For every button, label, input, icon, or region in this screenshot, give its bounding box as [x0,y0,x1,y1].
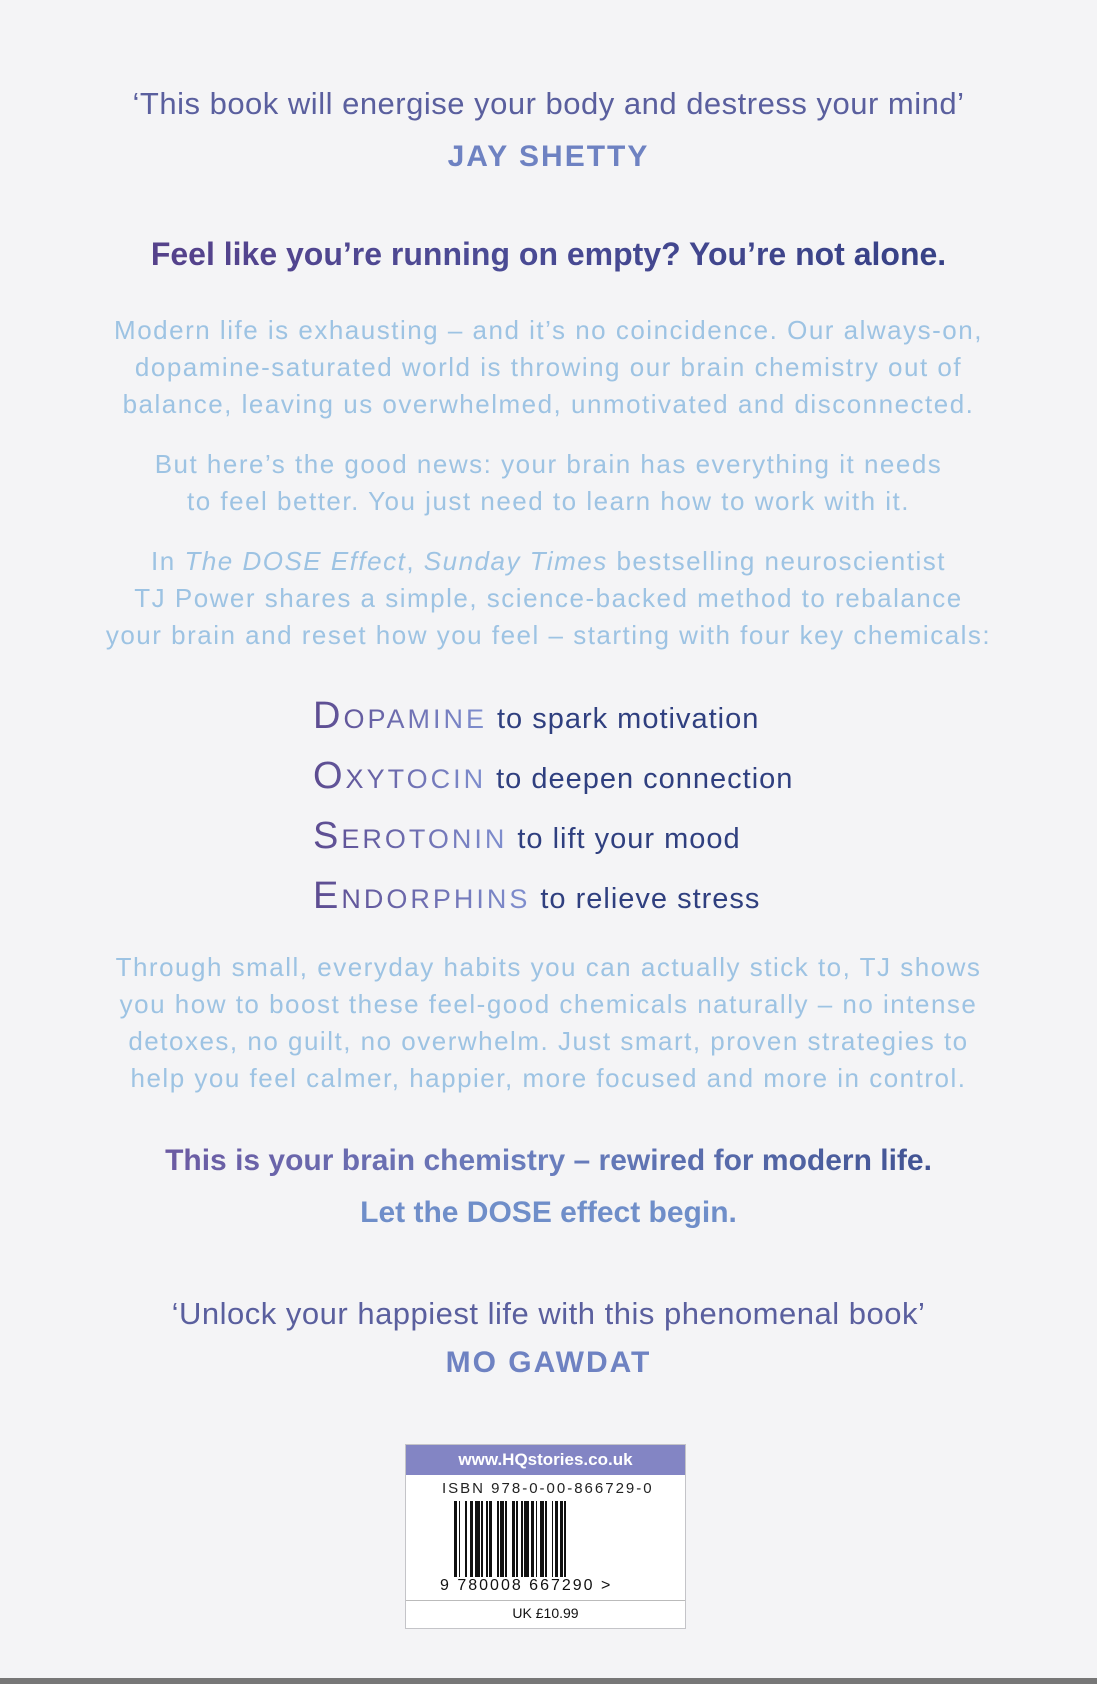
isbn-number: ISBN 978-0-00-866729-0 [442,1480,654,1497]
paragraph-line: Modern life is exhausting – and it’s no coincidence. Our always-on, [114,315,983,345]
headline: Feel like you’re running on empty? You’re not alone. [0,236,1097,273]
barcode-bar [481,1501,483,1577]
barcode-bar [531,1501,534,1577]
top-quote-author: JAY SHETTY [447,140,650,173]
price: UK £10.99 [406,1600,685,1621]
chemical-name: Oxytocin [313,755,487,797]
barcode-bar [516,1501,518,1577]
barcode-bar [459,1501,461,1577]
newspaper-name: Sunday Times [423,546,608,576]
bottom-edge [0,1678,1097,1684]
paragraph-line: dopamine-saturated world is throwing our brain chemistry out of [134,352,963,382]
chemical-description: to relieve stress [540,883,761,915]
barcode-bar [564,1501,566,1577]
book-title: The DOSE Effect [184,546,407,576]
paragraph-intro [0,312,1097,423]
paragraph-method [0,543,1097,654]
paragraph-line: help you feel calmer, happier, more focused and more in control. [130,1063,967,1093]
barcode-bar [521,1501,523,1577]
paragraph-line: to feel better. You just need to learn how to work with it. [187,486,910,516]
chemical-description: to spark motivation [496,703,760,735]
barcode-bar [497,1501,499,1577]
barcode-bar [470,1501,473,1577]
barcode-bar [465,1501,467,1577]
barcode-bar [540,1501,543,1577]
bottom-quote: ‘Unlock your happiest life with this phenomenal book’ [171,1296,926,1331]
barcode-bar [486,1501,488,1577]
paragraph-line: But here’s the good news: your brain has everything it needs [154,449,943,479]
barcode-bar [552,1501,554,1577]
paragraph-line: detoxes, no guilt, no overwhelm. Just smart, proven strategies to [128,1026,969,1056]
top-quote: ‘This book will energise your body and destress your mind’ [132,86,965,121]
barcode-bar [560,1501,563,1577]
paragraph-line: your brain and reset how you feel – starting with four key chemicals: [105,620,992,650]
barcode-bar [536,1501,538,1577]
chemicals-list [313,686,793,926]
chemical-description: to deepen connection [496,763,794,795]
barcode-digits: 9 780008 667290 > [440,1577,613,1594]
barcode-bar [555,1501,558,1577]
paragraph-line: TJ Power shares a simple, science-backed method to rebalance [134,583,963,613]
paragraph-line: Through small, everyday habits you can actually stick to, TJ shows [115,952,982,982]
chemical-item [313,686,793,746]
chemical-name: Serotonin [313,815,508,857]
chemical-name: Dopamine [313,695,487,737]
barcode-bar [489,1501,492,1577]
barcode-bar [475,1501,480,1577]
barcode-label [405,1444,686,1629]
closing-line-1: This is your brain chemistry – rewired for modern life. [0,1144,1097,1178]
chemical-item [313,746,793,806]
bottom-quote-author: MO GAWDAT [445,1346,652,1379]
barcode-bar [500,1501,503,1577]
barcode-bar [524,1501,529,1577]
barcode-bar [512,1501,515,1577]
chemical-item [313,866,793,926]
publisher-url: www.HQstories.co.uk [406,1445,685,1475]
paragraph-line: you how to boost these feel-good chemicals naturally – no intense [119,989,978,1019]
paragraph-habits [0,949,1097,1097]
barcode-bar [545,1501,547,1577]
barcode-bars [454,1501,644,1577]
chemical-item [313,806,793,866]
paragraph-line: In The DOSE Effect, Sunday Times bestselling neuroscientist [151,546,946,576]
chemical-name: Endorphins [313,875,531,917]
barcode-bar [454,1501,457,1577]
closing-line-2: Let the DOSE effect begin. [360,1196,737,1229]
paragraph-good-news [0,446,1097,520]
barcode-bar [505,1501,507,1577]
paragraph-line: balance, leaving us overwhelmed, unmotivated and disconnected. [122,389,975,419]
chemical-description: to lift your mood [517,823,741,855]
